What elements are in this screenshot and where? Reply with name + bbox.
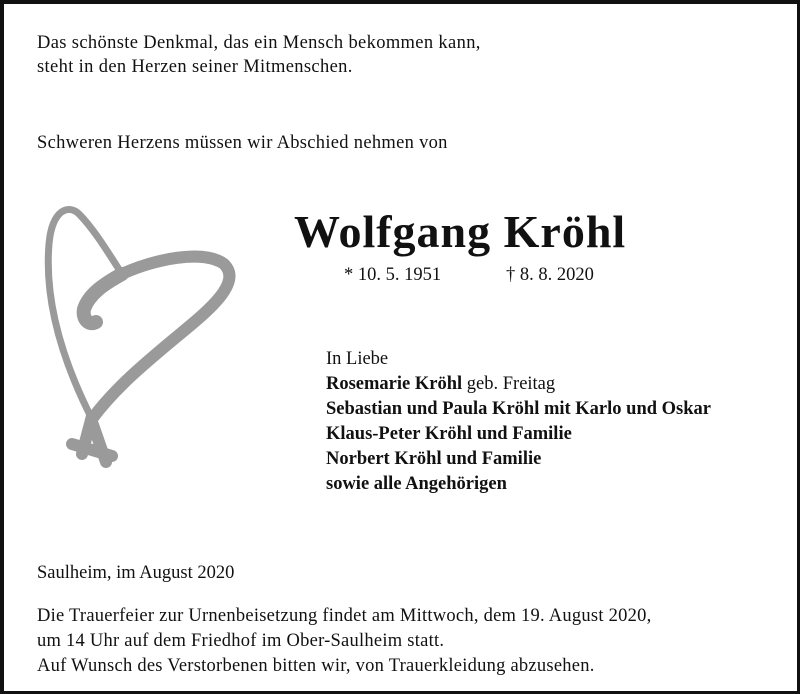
motto-line: Das schönste Denkmal, das ein Mensch bekommen kann, <box>37 33 481 53</box>
mourners-heading: In Liebe <box>326 349 389 369</box>
motto-line: steht in den Herzen seiner Mitmenschen. <box>37 57 353 77</box>
birth-date: * 10. 5. 1951 <box>344 265 442 285</box>
mourner-name: Rosemarie Kröhl <box>326 374 463 394</box>
notice-line: um 14 Uhr auf dem Friedhof im Ober-Saulheim statt. <box>37 631 445 651</box>
mourner-line: Norbert Kröhl und Familie <box>326 449 542 469</box>
mourner-line: Klaus-Peter Kröhl und Familie <box>326 424 572 444</box>
place-date: Saulheim, im August 2020 <box>37 563 235 583</box>
notice-line: Die Trauerfeier zur Urnenbeisetzung findet am Mittwoch, dem 19. August 2020, <box>37 606 652 626</box>
mourner-line: sowie alle Angehörigen <box>326 474 507 494</box>
notice-line: Auf Wunsch des Verstorbenen bitten wir, von Trauerkleidung abzusehen. <box>37 656 595 676</box>
mourner-line: Sebastian und Paula Kröhl mit Karlo und Oskar <box>326 399 711 419</box>
mourner-line <box>326 373 555 395</box>
maiden-name: geb. Freitag <box>462 374 556 394</box>
intro-text: Schweren Herzens müssen wir Abschied nehmen von <box>37 133 448 153</box>
death-date: † 8. 8. 2020 <box>506 265 594 285</box>
deceased-name: Wolfgang Kröhl <box>294 206 627 257</box>
heart-icon <box>34 194 244 484</box>
